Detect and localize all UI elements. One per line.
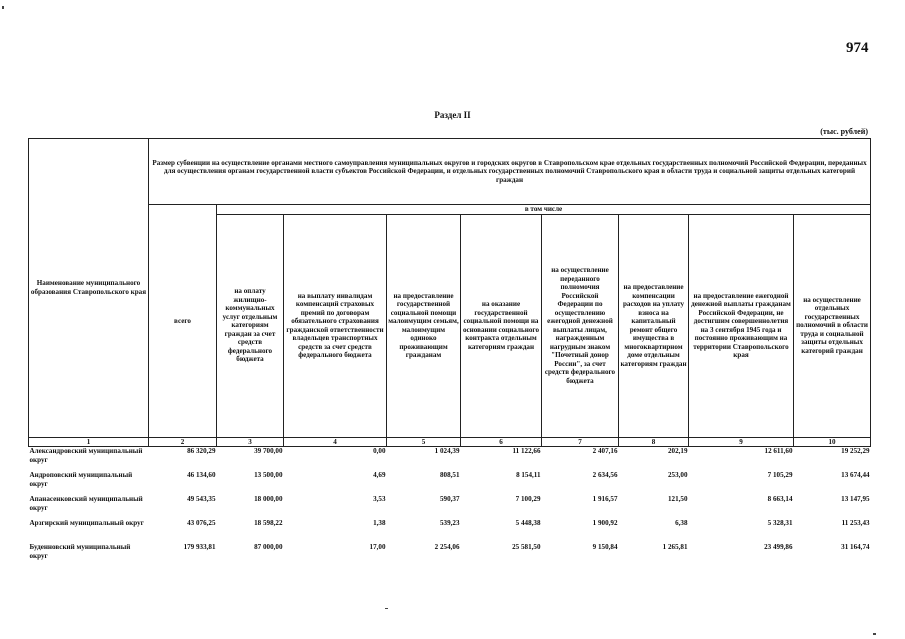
- cell-value: 8 154,11: [516, 471, 541, 479]
- header-subcol-4: на выплату инвалидам компенсаций страховых премий по договорам обязательного страхования гражданской ответственности владельцев транспортных средств за счет средств федерального бюджета: [284, 214, 387, 437]
- municipality-name: Буденновский муниципальный округ: [29, 543, 131, 560]
- column-number: 1: [29, 437, 149, 447]
- unit-label: (тыс. рублей): [820, 127, 868, 136]
- cell-value: 87 000,00: [254, 543, 283, 551]
- column-number: 10: [794, 437, 871, 447]
- cell-value: 13 147,95: [841, 495, 870, 503]
- cell-value: 11 122,66: [512, 447, 541, 455]
- header-subcol-5: на предоставление государственной социальной помощи малоимущим семьям, малоимущим одиноко проживающим гражданам: [387, 214, 461, 437]
- cell-value: 121,50: [667, 495, 688, 503]
- cell-value: 3,53: [373, 495, 386, 503]
- cell-value: 808,51: [439, 471, 460, 479]
- table-row: [29, 471, 871, 495]
- cell-value: 590,37: [439, 495, 460, 503]
- column-number: 9: [689, 437, 794, 447]
- cell-value: 23 499,86: [764, 543, 793, 551]
- cell-value: 5 448,38: [515, 519, 541, 527]
- municipality-name: Александровский муниципальный округ: [29, 447, 143, 464]
- cell-value: 19 252,29: [841, 447, 870, 455]
- header-including: в том числе: [217, 205, 871, 215]
- cell-total: 49 543,35: [187, 495, 216, 503]
- cell-value: 539,23: [439, 519, 460, 527]
- municipality-name: Апанасенковский муниципальный округ: [29, 495, 143, 512]
- cell-value: 1 900,92: [592, 519, 618, 527]
- cell-value: 4,69: [373, 471, 386, 479]
- cell-value: 7 105,29: [767, 471, 793, 479]
- column-number: 7: [542, 437, 619, 447]
- header-subcol-8: на предоставление компенсации расходов на уплату взноса на капитальный ремонт общего имущества в многоквартирном доме отдельным категориям граждан: [619, 214, 689, 437]
- cell-value: 7 100,29: [515, 495, 541, 503]
- header-name-column: Наименование муниципального образования Ставропольского края: [29, 139, 149, 438]
- cell-value: 1 265,81: [662, 543, 688, 551]
- column-number: 8: [619, 437, 689, 447]
- municipality-name: Андроповский муниципальный округ: [29, 471, 133, 488]
- scan-speck: [2, 6, 4, 9]
- table-row: [29, 495, 871, 519]
- scan-speck: [385, 608, 388, 609]
- cell-value: 8 663,14: [767, 495, 793, 503]
- column-number: 4: [284, 437, 387, 447]
- header-subsidy-title: Размер субвенции на осуществление органами местного самоуправления муниципальных округов и городских округов в Ставропольском крае отдельных государственных полномочий Российской Федерации, переданных для осуществления органам государственной власти субъектов Российской Федерации, и отдельных государственных полномочий Ставропольского края в области труда и социальной защиты отдельных категорий граждан: [149, 139, 871, 205]
- page-number: 974: [846, 40, 869, 56]
- column-number: 3: [217, 437, 284, 447]
- table-row: [29, 447, 871, 472]
- cell-total: 86 320,29: [187, 447, 216, 455]
- header-total-column: всего: [149, 205, 217, 438]
- cell-value: 39 700,00: [254, 447, 283, 455]
- column-number: 2: [149, 437, 217, 447]
- cell-total: 43 076,25: [187, 519, 216, 527]
- section-title: Раздел II: [434, 110, 471, 120]
- table-body: [29, 447, 871, 568]
- header-subcol-9: на предоставление ежегодной денежной выплаты гражданам Российской Федерации, не достигшим совершеннолетия на 3 сентября 1945 года и постоянно проживающим на территории Ставропольского края: [689, 214, 794, 437]
- header-subcol-10: на осуществление отдельных государственных полномочий в области труда и социальной защиты отдельных категорий граждан: [794, 214, 871, 437]
- header-subcol-6: на оказание государственной социальной помощи на основании социального контракта отдельным категориям граждан: [461, 214, 542, 437]
- cell-value: 2 254,06: [434, 543, 460, 551]
- municipality-name: Арзгирский муниципальный округ: [29, 519, 144, 527]
- scan-speck: [873, 633, 876, 635]
- cell-value: 17,00: [369, 543, 386, 551]
- cell-total: 179 933,81: [183, 543, 216, 551]
- cell-value: 25 581,50: [512, 543, 541, 551]
- cell-value: 6,38: [675, 519, 688, 527]
- cell-value: 18 598,22: [254, 519, 283, 527]
- cell-value: 253,00: [667, 471, 688, 479]
- header-subcol-3: на оплату жилищно-коммунальных услуг отдельным категориям граждан за счет средств федерального бюджета: [217, 214, 284, 437]
- cell-value: 1 024,39: [434, 447, 460, 455]
- cell-value: 202,19: [667, 447, 688, 455]
- cell-value: 13 674,44: [841, 471, 870, 479]
- cell-value: 0,00: [373, 447, 386, 455]
- cell-value: 1 916,57: [592, 495, 618, 503]
- column-number: 6: [461, 437, 542, 447]
- cell-value: 2 407,16: [592, 447, 618, 455]
- cell-value: 5 328,31: [767, 519, 793, 527]
- table-header: [29, 139, 871, 447]
- subsidy-table: [28, 138, 871, 567]
- cell-value: 9 150,84: [592, 543, 618, 551]
- cell-value: 31 164,74: [841, 543, 870, 551]
- cell-value: 12 611,60: [764, 447, 793, 455]
- column-number-row: [29, 437, 871, 447]
- column-number: 5: [387, 437, 461, 447]
- table-row: [29, 519, 871, 543]
- cell-value: 18 000,00: [254, 495, 283, 503]
- cell-value: 2 634,56: [592, 471, 618, 479]
- cell-total: 46 134,60: [187, 471, 216, 479]
- cell-value: 11 253,43: [841, 519, 870, 527]
- cell-value: 1,38: [373, 519, 386, 527]
- header-subcol-7: на осуществление переданного полномочия Российской Федерации по осуществлению ежегодной денежной выплаты лицам, награжденным нагрудным знаком "Почетный донор России", за счет средств федерального бюджета: [542, 214, 619, 437]
- cell-value: 13 500,00: [254, 471, 283, 479]
- table-row: [29, 543, 871, 567]
